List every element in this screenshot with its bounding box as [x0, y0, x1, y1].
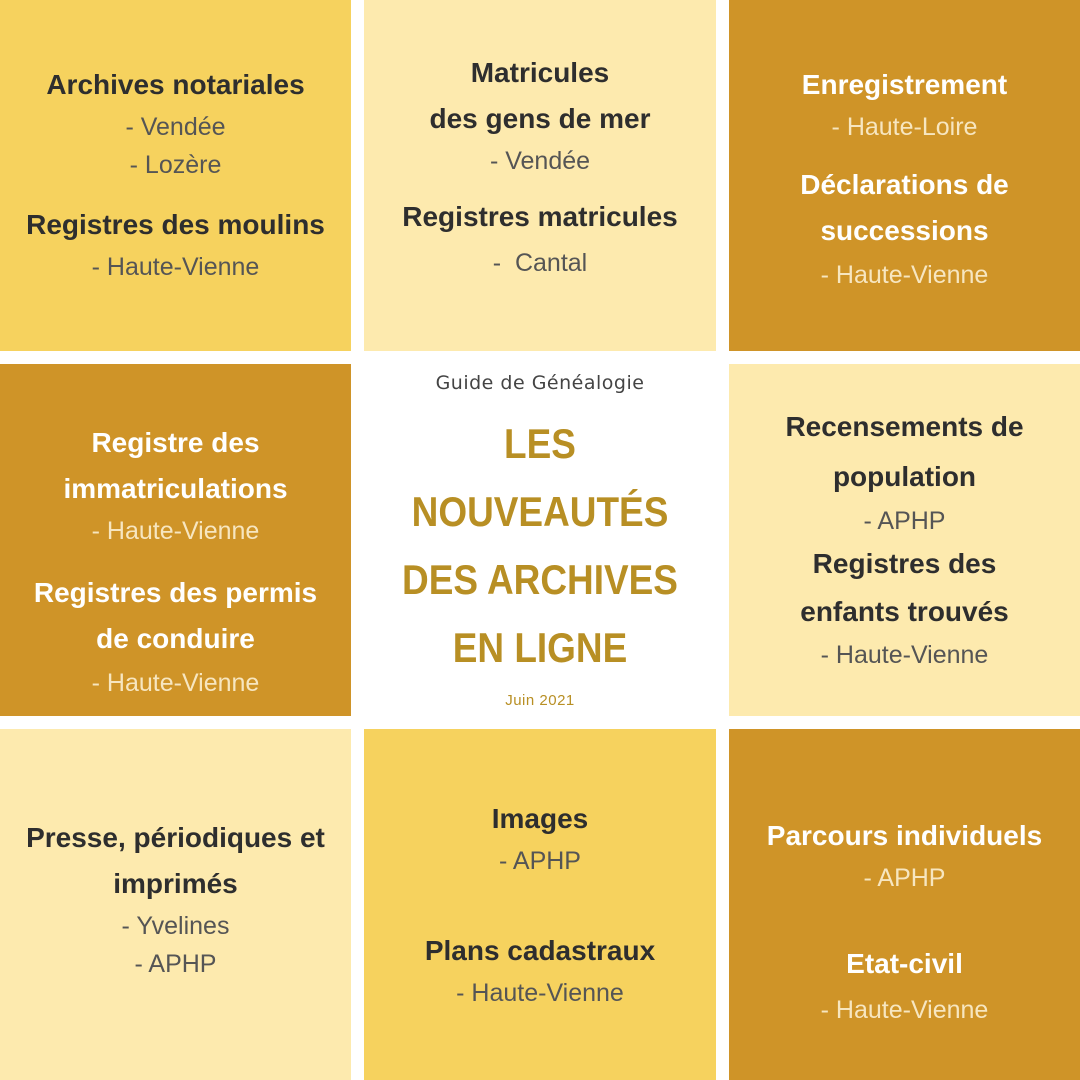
- location-aphp: - APHP: [134, 950, 217, 978]
- location-haute-vienne: - Haute-Vienne: [91, 517, 260, 545]
- heading-images: Images: [491, 803, 589, 834]
- location-aphp: - APHP: [863, 507, 946, 535]
- location-vendee: - Vendée: [125, 113, 226, 141]
- tile-matricules-gens-de-mer: [364, 0, 716, 351]
- location-haute-vienne: - Haute-Vienne: [820, 641, 989, 669]
- page-title: LES NOUVEAUTÉS DES ARCHIVES EN LIGNE: [402, 420, 678, 671]
- heading-archives-notariales: Archives notariales: [46, 69, 305, 100]
- tile-title: [364, 364, 716, 716]
- heading-registres-matricules: Registres matricules: [402, 201, 678, 232]
- location-haute-vienne: - Haute-Vienne: [91, 253, 260, 281]
- brand-logo-text: Guide de Généalogie: [435, 372, 645, 394]
- heading-declarations-de-successions: Déclarations de successions: [800, 169, 1009, 246]
- tile-registre-des-immatriculations: [0, 364, 351, 716]
- heading-parcours-individuels: Parcours individuels: [766, 820, 1043, 851]
- heading-presse-periodiques-imprimes: Presse, périodiques et imprimés: [26, 822, 325, 899]
- heading-enregistrement: Enregistrement: [801, 69, 1008, 100]
- location-cantal: - Cantal: [492, 249, 588, 277]
- heading-etat-civil: Etat-civil: [846, 948, 963, 979]
- tile-recensements-de-population: [729, 364, 1080, 716]
- heading-registres-des-enfants-trouves: Registres des enfants trouvés: [800, 548, 1009, 627]
- location-vendee: - Vendée: [489, 147, 591, 175]
- location-haute-vienne: - Haute-Vienne: [820, 261, 989, 289]
- location-haute-vienne: - Haute-Vienne: [456, 979, 624, 1007]
- location-lozere: - Lozère: [129, 151, 222, 179]
- heading-registres-des-moulins: Registres des moulins: [26, 209, 325, 240]
- tile-images: [364, 729, 716, 1080]
- heading-registre-des-immatriculations: Registre des immatriculations: [63, 427, 288, 504]
- location-aphp: - APHP: [499, 847, 581, 875]
- location-yvelines: - Yvelines: [121, 912, 230, 940]
- heading-matricules-gens-de-mer: Matricules des gens de mer: [429, 57, 651, 134]
- tile-presse-periodiques: [0, 729, 351, 1080]
- heading-registres-des-permis-de-conduire: Registres des permis de conduire: [33, 577, 318, 654]
- heading-recensements-de-population: Recensements de population: [785, 411, 1024, 492]
- date-label: Juin 2021: [505, 692, 575, 709]
- location-aphp: - APHP: [863, 864, 946, 892]
- heading-plans-cadastraux: Plans cadastraux: [424, 935, 656, 966]
- tile-archives-notariales: [0, 0, 351, 351]
- location-haute-loire: - Haute-Loire: [831, 113, 978, 141]
- tile-parcours-individuels: [729, 729, 1080, 1080]
- location-haute-vienne: - Haute-Vienne: [91, 669, 260, 697]
- tile-enregistrement: [729, 0, 1080, 351]
- location-haute-vienne: - Haute-Vienne: [820, 996, 989, 1024]
